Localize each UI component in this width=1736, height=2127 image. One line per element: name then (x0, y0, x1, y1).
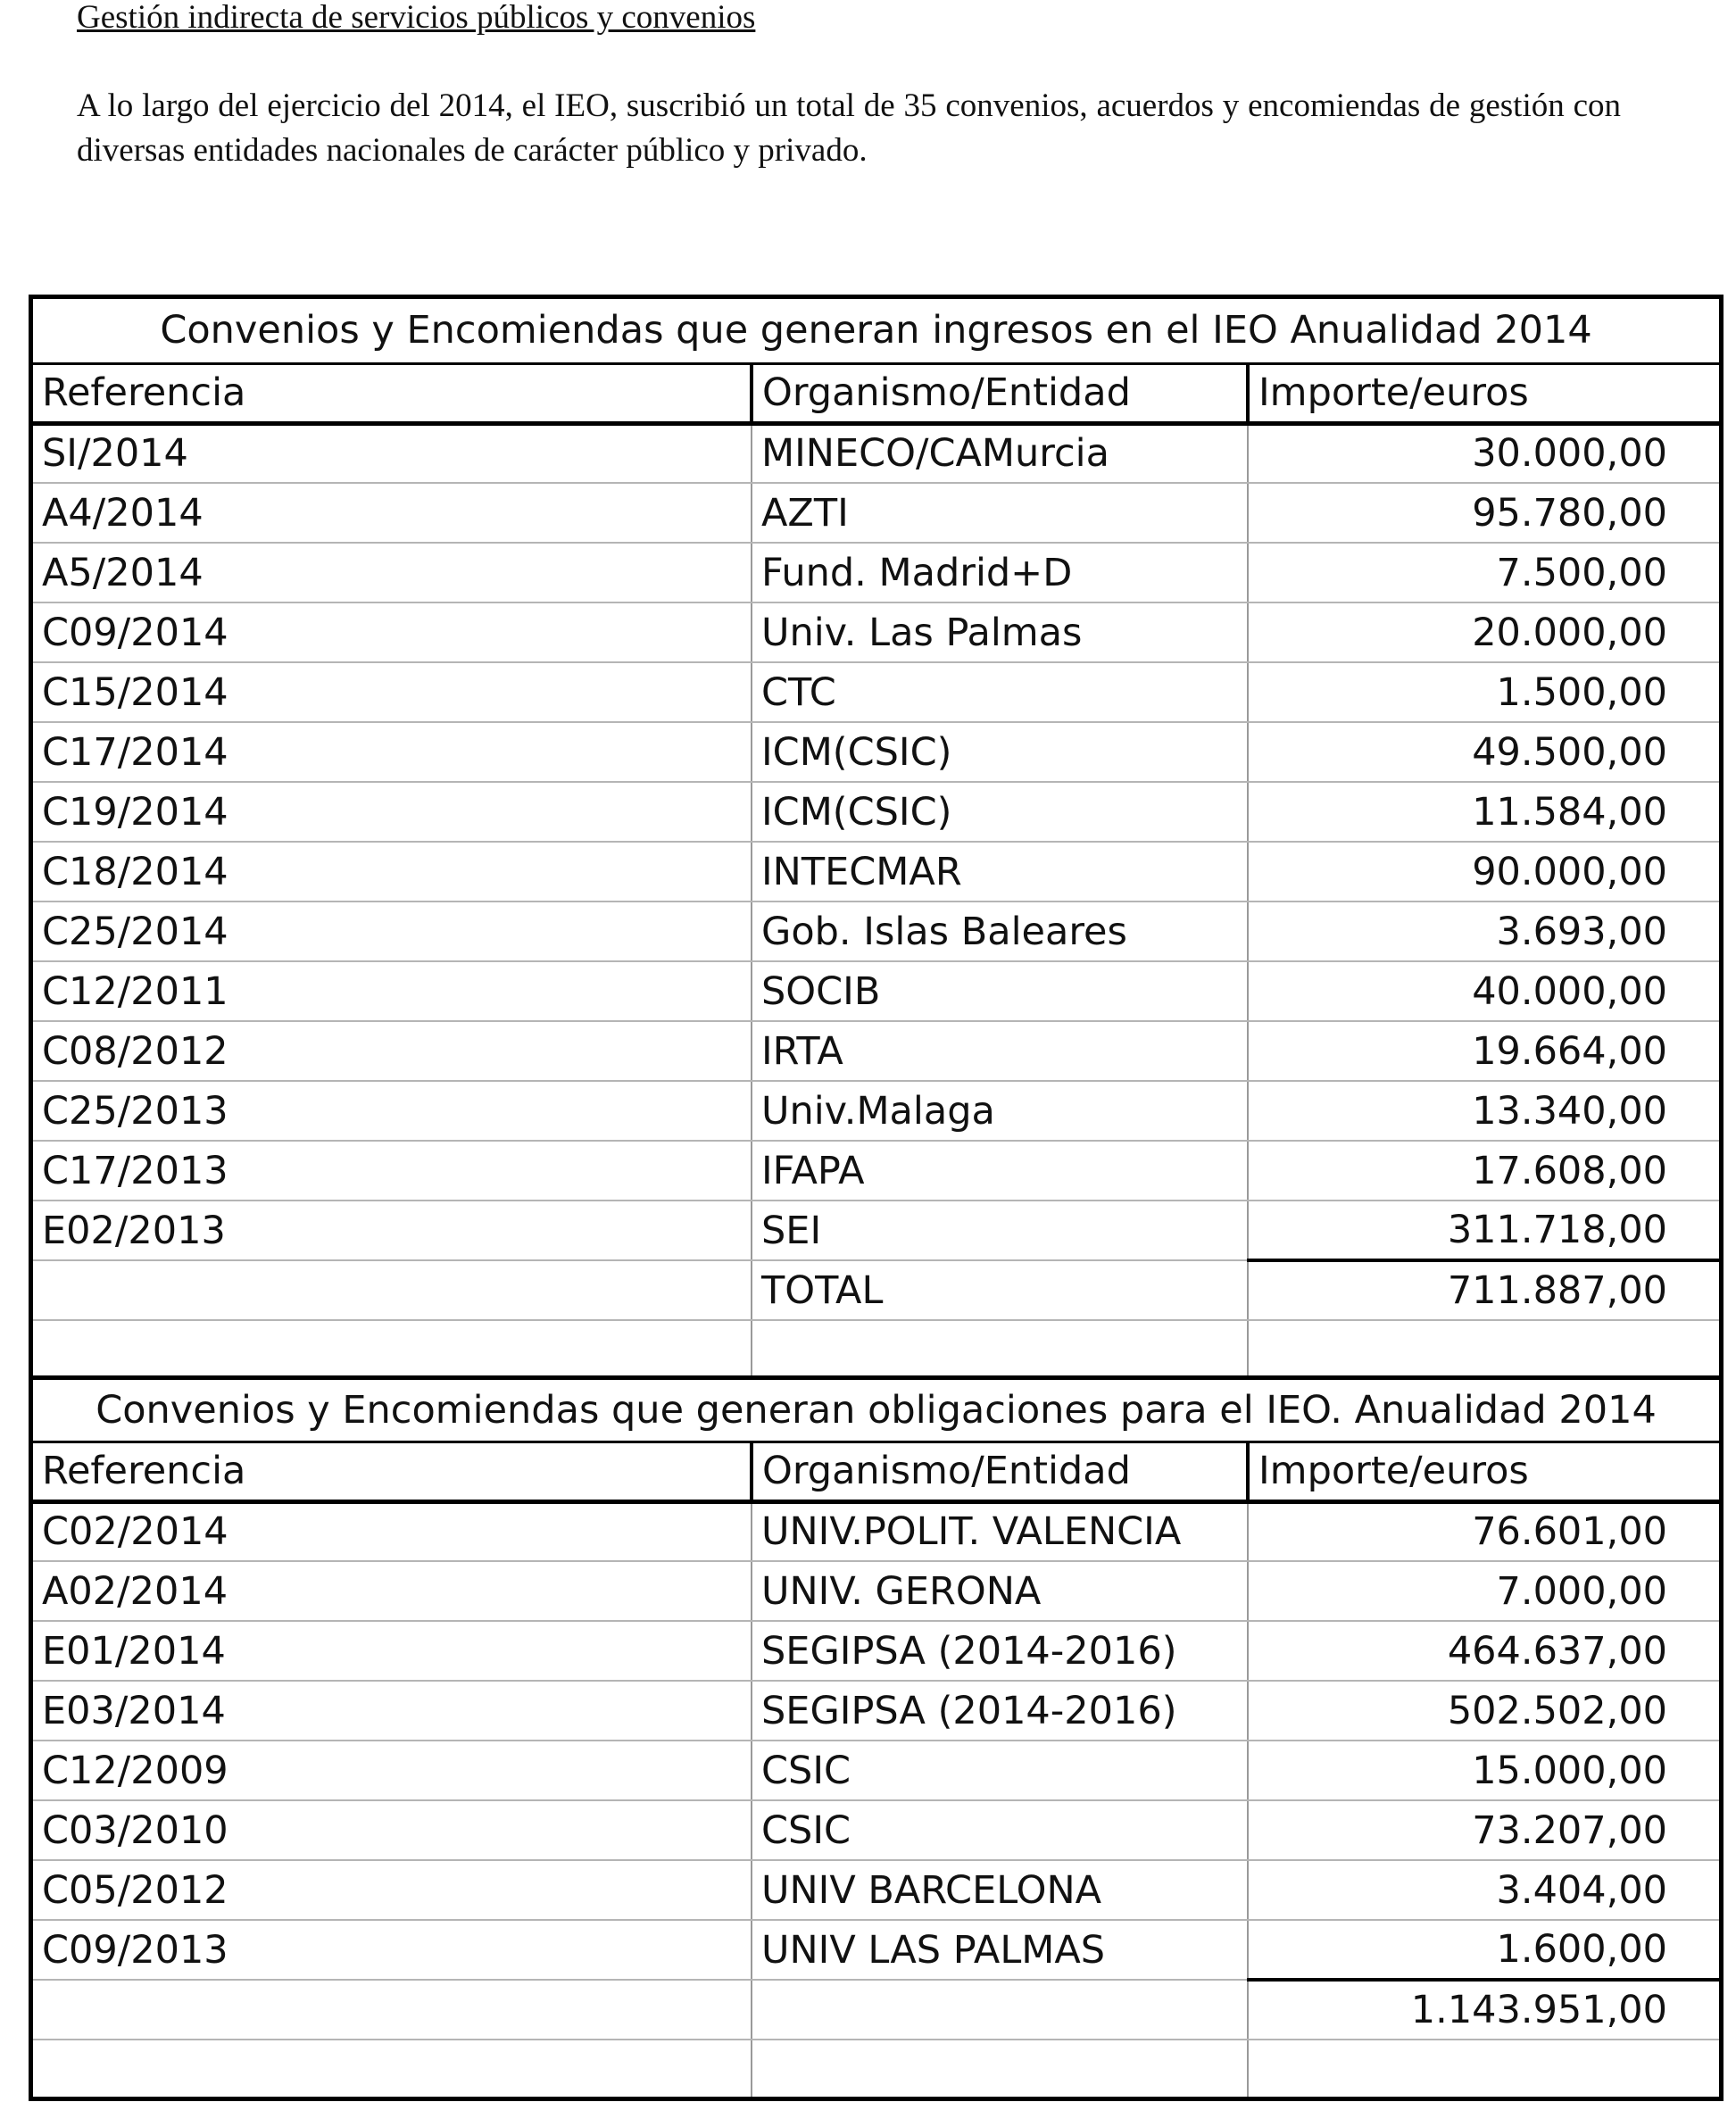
obligations-total-amount: 1.143.951,00 (1248, 1980, 1719, 2040)
ref-cell: SI/2014 (33, 423, 752, 483)
income-total-row (33, 1260, 1719, 1320)
amount-cell: 76.601,00 (1248, 1501, 1719, 1561)
amount-cell: 15.000,00 (1248, 1741, 1719, 1800)
table-row (33, 722, 1719, 782)
obligations-table-title: Convenios y Encomiendas que generan obligaciones para el IEO. Anualidad 2014 (33, 1377, 1719, 1442)
table-row (33, 901, 1719, 961)
ref-cell: C02/2014 (33, 1501, 752, 1561)
ref-cell: C25/2014 (33, 901, 752, 961)
org-cell: SEGIPSA (2014-2016) (752, 1681, 1248, 1741)
ref-cell: A5/2014 (33, 543, 752, 602)
ref-cell: E03/2014 (33, 1681, 752, 1741)
ref-cell: C17/2014 (33, 722, 752, 782)
obligations-header-org: Organismo/Entidad (752, 1442, 1248, 1501)
table-row (33, 1021, 1719, 1081)
income-total-label: TOTAL (752, 1260, 1248, 1320)
amount-cell: 95.780,00 (1248, 483, 1719, 543)
amount-cell: 17.608,00 (1248, 1141, 1719, 1201)
amount-cell: 464.637,00 (1248, 1621, 1719, 1681)
table-row (33, 1501, 1719, 1561)
table-row (33, 1920, 1719, 1980)
amount-cell: 40.000,00 (1248, 961, 1719, 1021)
amount-cell: 11.584,00 (1248, 782, 1719, 842)
org-cell: Fund. Madrid+D (752, 543, 1248, 602)
org-cell: ICM(CSIC) (752, 782, 1248, 842)
table-row (33, 782, 1719, 842)
org-cell: Gob. Islas Baleares (752, 901, 1248, 961)
ref-cell: C09/2013 (33, 1920, 752, 1980)
org-cell: UNIV.POLIT. VALENCIA (752, 1501, 1248, 1561)
org-cell: UNIV BARCELONA (752, 1860, 1248, 1920)
amount-cell: 90.000,00 (1248, 842, 1719, 901)
amount-cell: 7.000,00 (1248, 1561, 1719, 1621)
intro-paragraph: A lo largo del ejercicio del 2014, el IEO, suscribió un total de 35 convenios, acuerdos y encomiendas de gestión con diversas entidades nacionales de carácter público y privado. (77, 87, 1621, 169)
table-row (33, 543, 1719, 602)
blank-row (33, 1320, 1719, 1377)
org-cell: Univ.Malaga (752, 1081, 1248, 1141)
amount-cell: 3.404,00 (1248, 1860, 1719, 1920)
amount-cell: 30.000,00 (1248, 423, 1719, 483)
income-table-title: Convenios y Encomiendas que generan ingresos en el IEO Anualidad 2014 (33, 299, 1719, 363)
table-row (33, 842, 1719, 901)
table-row (33, 602, 1719, 662)
org-cell: AZTI (752, 483, 1248, 543)
ref-cell: C03/2010 (33, 1800, 752, 1860)
income-header-org: Organismo/Entidad (752, 363, 1248, 423)
table-row (33, 1141, 1719, 1201)
org-cell: MINECO/CAMurcia (752, 423, 1248, 483)
org-cell: SEGIPSA (2014-2016) (752, 1621, 1248, 1681)
amount-cell: 20.000,00 (1248, 602, 1719, 662)
obligations-header-ref: Referencia (33, 1442, 752, 1501)
table-row (33, 1681, 1719, 1741)
org-cell: Univ. Las Palmas (752, 602, 1248, 662)
amount-cell: 13.340,00 (1248, 1081, 1719, 1141)
blank-row (33, 2040, 1719, 2097)
income-total-amount: 711.887,00 (1248, 1260, 1719, 1320)
org-cell: CSIC (752, 1741, 1248, 1800)
agreements-spreadsheet (29, 295, 1724, 2101)
amount-cell: 7.500,00 (1248, 543, 1719, 602)
ref-cell: C15/2014 (33, 662, 752, 722)
ref-cell: C19/2014 (33, 782, 752, 842)
empty-cell (1248, 2040, 1719, 2097)
obligations-header-amount: Importe/euros (1248, 1442, 1719, 1501)
empty-cell (33, 2040, 752, 2097)
table-row (33, 1741, 1719, 1800)
empty-cell (752, 1320, 1248, 1377)
ref-cell: C09/2014 (33, 602, 752, 662)
amount-cell: 3.693,00 (1248, 901, 1719, 961)
amount-cell: 502.502,00 (1248, 1681, 1719, 1741)
org-cell: CTC (752, 662, 1248, 722)
ref-cell: C25/2013 (33, 1081, 752, 1141)
org-cell: IFAPA (752, 1141, 1248, 1201)
table-row (33, 1201, 1719, 1260)
ref-cell: C18/2014 (33, 842, 752, 901)
ref-cell: A02/2014 (33, 1561, 752, 1621)
agreements-table (33, 299, 1719, 2097)
table-row (33, 662, 1719, 722)
org-cell: INTECMAR (752, 842, 1248, 901)
ref-cell: C12/2011 (33, 961, 752, 1021)
obligations-header-row (33, 1442, 1719, 1501)
empty-cell (752, 1980, 1248, 2040)
ref-cell: E01/2014 (33, 1621, 752, 1681)
table-row (33, 423, 1719, 483)
org-cell: UNIV LAS PALMAS (752, 1920, 1248, 1980)
amount-cell: 1.600,00 (1248, 1920, 1719, 1980)
income-header-amount: Importe/euros (1248, 363, 1719, 423)
amount-cell: 73.207,00 (1248, 1800, 1719, 1860)
empty-cell (33, 1260, 752, 1320)
org-cell: IRTA (752, 1021, 1248, 1081)
table-row (33, 1561, 1719, 1621)
table-row (33, 1081, 1719, 1141)
obligations-total-row (33, 1980, 1719, 2040)
org-cell: SOCIB (752, 961, 1248, 1021)
amount-cell: 1.500,00 (1248, 662, 1719, 722)
table-row (33, 483, 1719, 543)
org-cell: CSIC (752, 1800, 1248, 1860)
amount-cell: 19.664,00 (1248, 1021, 1719, 1081)
ref-cell: E02/2013 (33, 1201, 752, 1260)
ref-cell: C08/2012 (33, 1021, 752, 1081)
amount-cell: 311.718,00 (1248, 1201, 1719, 1260)
ref-cell: C05/2012 (33, 1860, 752, 1920)
empty-cell (1248, 1320, 1719, 1377)
org-cell: UNIV. GERONA (752, 1561, 1248, 1621)
income-header-ref: Referencia (33, 363, 752, 423)
section-heading: Gestión indirecta de servicios públicos y convenios (77, 0, 756, 36)
empty-cell (33, 1980, 752, 2040)
empty-cell (33, 1320, 752, 1377)
ref-cell: C17/2013 (33, 1141, 752, 1201)
table-row (33, 1860, 1719, 1920)
income-header-row (33, 363, 1719, 423)
table-row (33, 961, 1719, 1021)
amount-cell: 49.500,00 (1248, 722, 1719, 782)
table-row (33, 1800, 1719, 1860)
empty-cell (752, 2040, 1248, 2097)
table-row (33, 1621, 1719, 1681)
org-cell: SEI (752, 1201, 1248, 1260)
ref-cell: A4/2014 (33, 483, 752, 543)
org-cell: ICM(CSIC) (752, 722, 1248, 782)
ref-cell: C12/2009 (33, 1741, 752, 1800)
